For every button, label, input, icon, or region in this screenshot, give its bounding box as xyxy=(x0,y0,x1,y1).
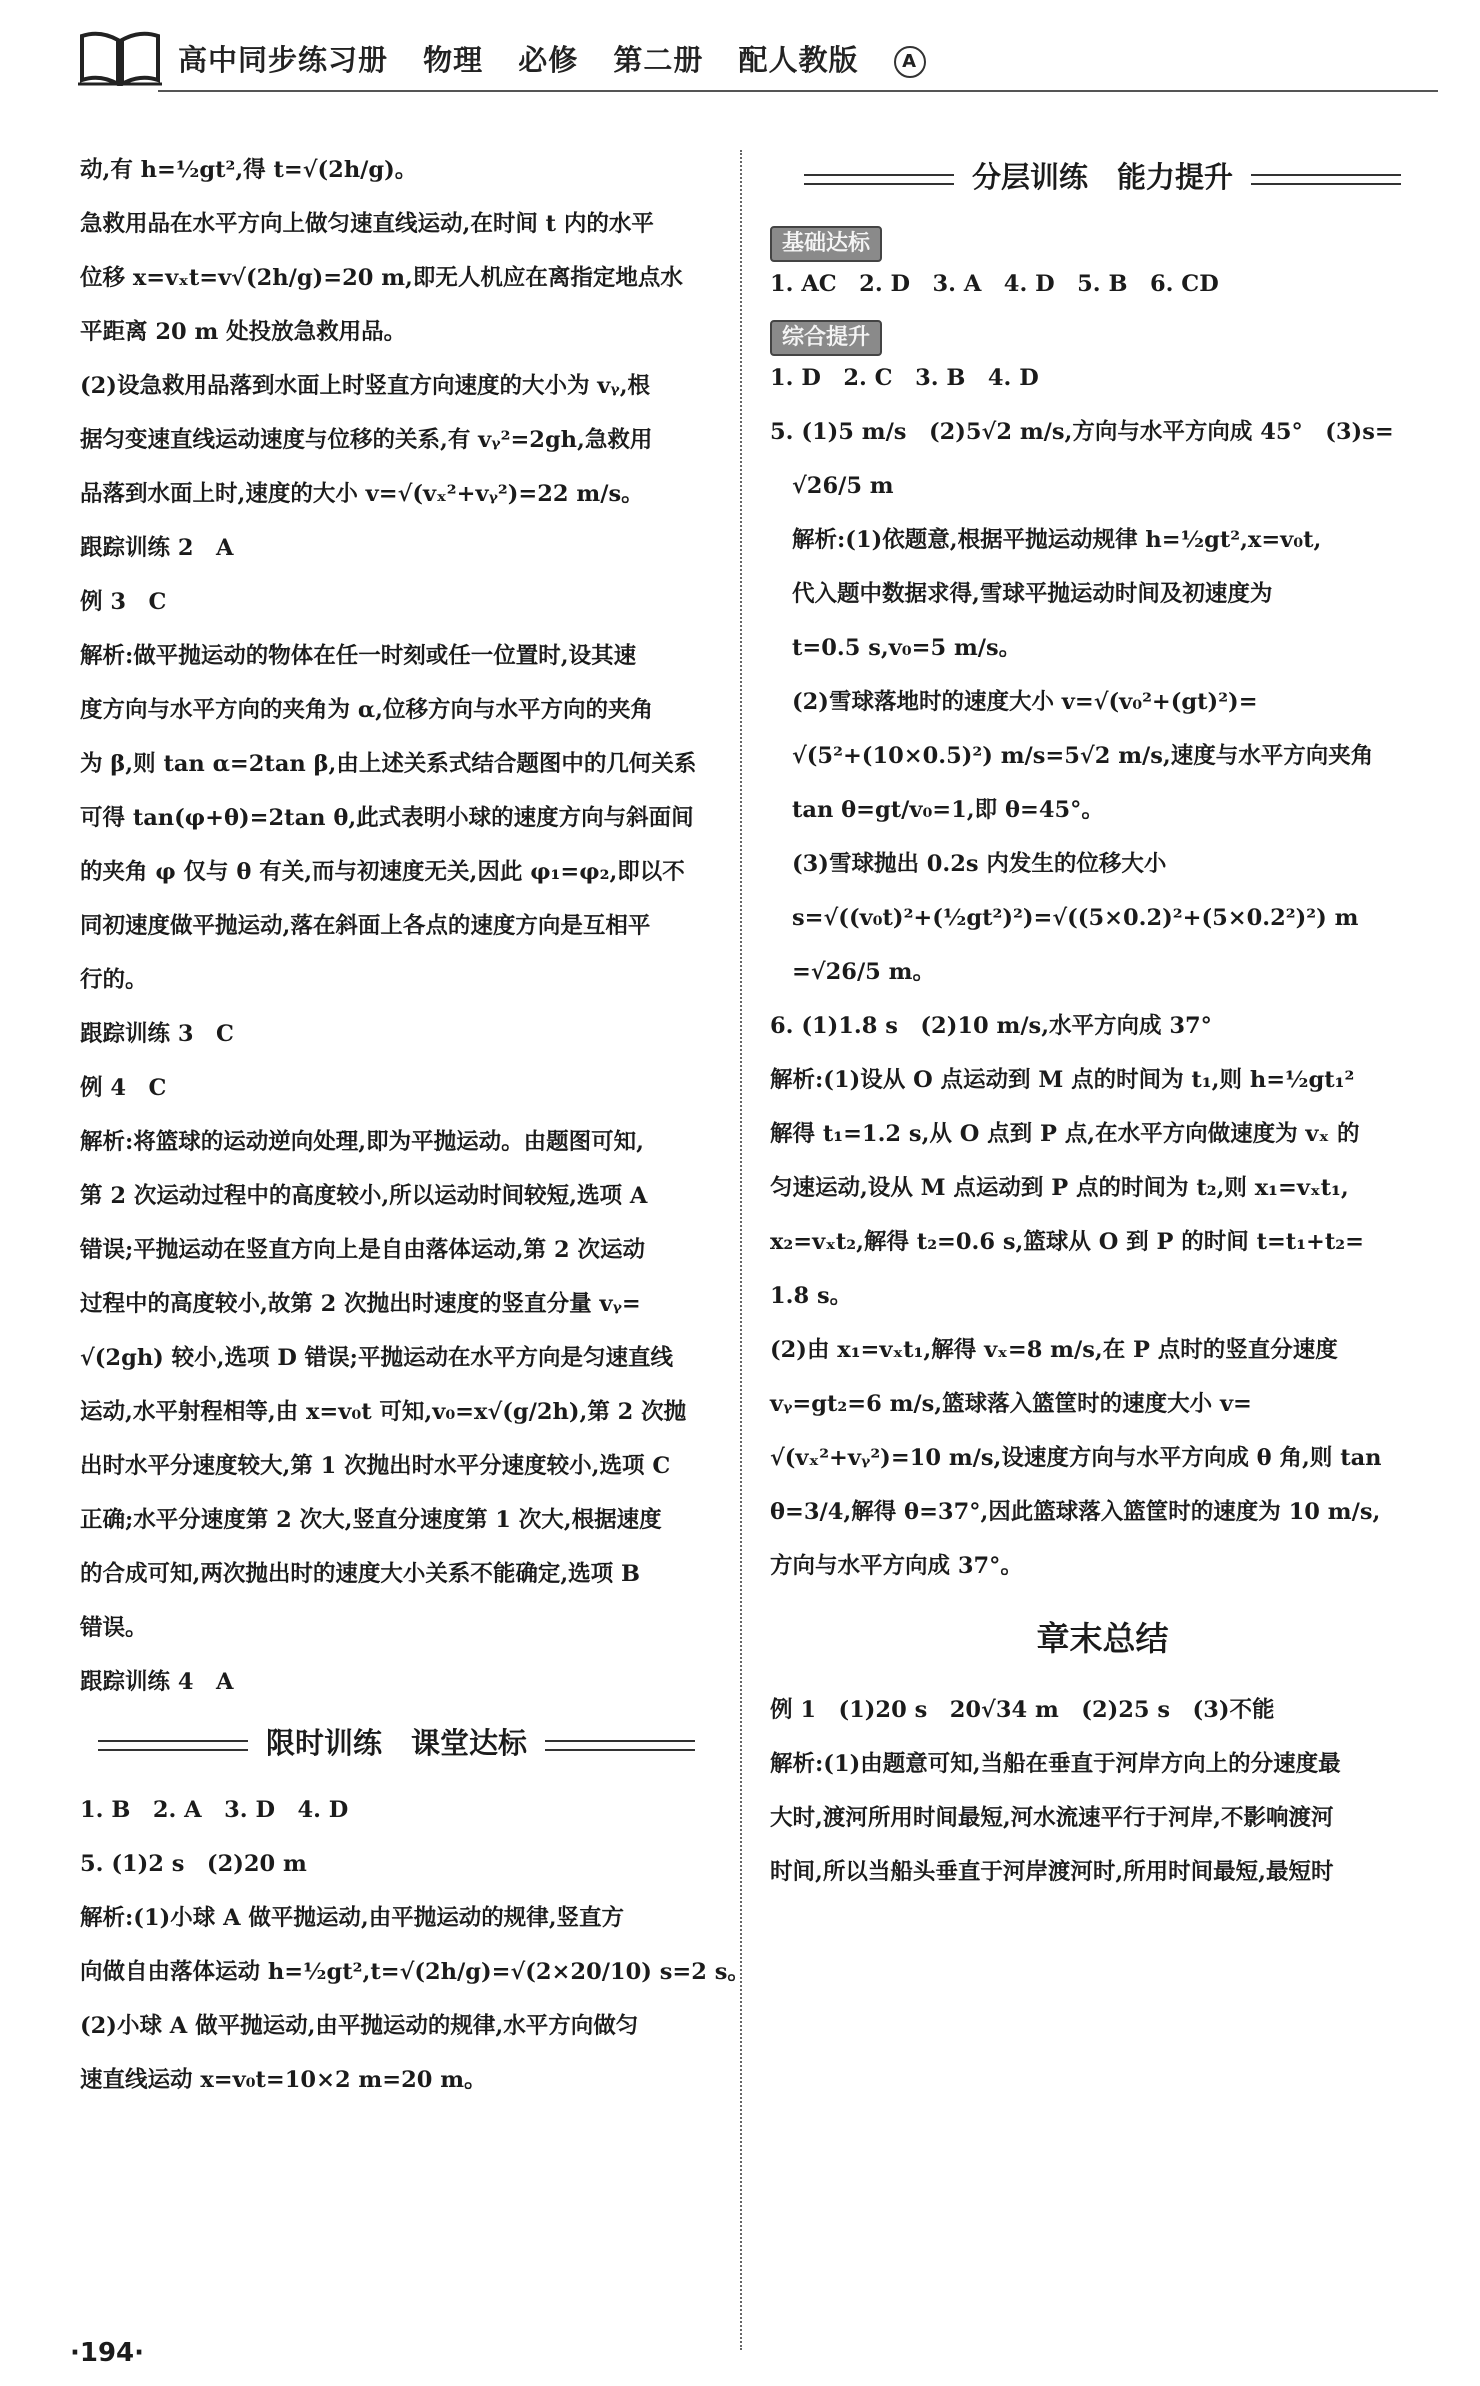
text-line: 5. (1)2 s (2)20 m xyxy=(80,1851,307,1877)
text-line: vᵧ=gt₂=6 m/s,篮球落入篮筐时的速度大小 v= xyxy=(770,1391,1252,1417)
text-line: (3)雪球抛出 0.2s 内发生的位移大小 xyxy=(792,851,1167,877)
text-line: 解析:(1)小球 A 做平抛运动,由平抛运动的规律,竖直方 xyxy=(80,1905,625,1931)
right-column xyxy=(770,152,1435,1908)
text-line: 5. (1)5 m/s (2)5√2 m/s,方向与水平方向成 45° (3)s= xyxy=(770,419,1394,445)
title-rule-right xyxy=(545,1740,695,1751)
section-title-layered-training xyxy=(770,152,1435,202)
text-line: 跟踪训练 4 A xyxy=(80,1669,234,1695)
header-series: 高中同步练习册 xyxy=(178,43,389,77)
text-line: =√26/5 m。 xyxy=(792,959,935,985)
text-line: 向做自由落体运动 h=½gt²,t=√(2h/g)=√(2×20/10) s=2 s。 xyxy=(80,1959,750,1985)
text-line: 正确;水平分速度第 2 次大,竖直分速度第 1 次大,根据速度 xyxy=(80,1507,662,1533)
text-line: 解析:(1)依题意,根据平抛运动规律 h=½gt²,x=v₀t, xyxy=(792,527,1322,553)
header-rule xyxy=(158,90,1438,92)
text-line: 出时水平分速度较大,第 1 次抛出时水平分速度较小,选项 C xyxy=(80,1453,671,1479)
text-line: √(2gh) 较小,选项 D 错误;平抛运动在水平方向是匀速直线 xyxy=(80,1345,673,1371)
text-line: 平距离 20 m 处投放急救用品。 xyxy=(80,319,407,345)
text-line: 大时,渡河所用时间最短,河水流速平行于河岸,不影响渡河 xyxy=(770,1805,1334,1831)
text-line: 品落到水面上时,速度的大小 v=√(vₓ²+vᵧ²)=22 m/s。 xyxy=(80,481,644,507)
header-course: 必修 xyxy=(518,43,579,77)
text-line: 例 1 (1)20 s 20√34 m (2)25 s (3)不能 xyxy=(770,1697,1275,1723)
page-header xyxy=(78,28,1438,98)
text-line: 解析:做平抛运动的物体在任一时刻或任一位置时,设其速 xyxy=(80,643,637,669)
column-divider xyxy=(740,150,742,2350)
page-number: ·194· xyxy=(70,2338,145,2368)
header-edition: 配人教版 xyxy=(738,43,859,77)
text-line: 位移 x=vₓt=v√(2h/g)=20 m,即无人机应在离指定地点水 xyxy=(80,265,683,291)
text-line: 1.8 s。 xyxy=(770,1283,853,1309)
text-line: 为 β,则 tan α=2tan β,由上述关系式结合题图中的几何关系 xyxy=(80,751,697,777)
answer-line: 1. AC 2. D 3. A 4. D 5. B 6. CD xyxy=(770,271,1219,297)
header-volume: 第二册 xyxy=(613,43,704,77)
text-line: 时间,所以当船头垂直于河岸渡河时,所用时间最短,最短时 xyxy=(770,1859,1334,1885)
text-line: 解得 t₁=1.2 s,从 O 点到 P 点,在水平方向做速度为 vₓ 的 xyxy=(770,1121,1360,1147)
text-line: (2)由 x₁=vₓt₁,解得 vₓ=8 m/s,在 P 点时的竖直分速度 xyxy=(770,1337,1338,1363)
text-line: 速直线运动 x=v₀t=10×2 m=20 m。 xyxy=(80,2067,487,2093)
header-subject: 物理 xyxy=(423,43,484,77)
text-line: 例 4 C xyxy=(80,1075,167,1101)
text-line: 解析:将篮球的运动逆向处理,即为平抛运动。由题图可知, xyxy=(80,1129,644,1155)
text-line: 第 2 次运动过程中的高度较小,所以运动时间较短,选项 A xyxy=(80,1183,648,1209)
section-title-text: 限时训练 课堂达标 xyxy=(266,1726,528,1760)
title-rule-left xyxy=(804,174,954,185)
text-line: √(5²+(10×0.5)²) m/s=5√2 m/s,速度与水平方向夹角 xyxy=(792,743,1374,769)
text-line: 运动,水平射程相等,由 x=v₀t 可知,v₀=x√(g/2h),第 2 次抛 xyxy=(80,1399,687,1425)
text-line: 跟踪训练 3 C xyxy=(80,1021,234,1047)
text-line: (2)雪球落地时的速度大小 v=√(v₀²+(gt)²)= xyxy=(792,689,1258,715)
text-line: 的合成可知,两次抛出时的速度大小关系不能确定,选项 B xyxy=(80,1561,641,1587)
left-column xyxy=(80,152,750,2116)
text-line: 过程中的高度较小,故第 2 次抛出时速度的竖直分量 vᵧ= xyxy=(80,1291,641,1317)
title-rule-right xyxy=(1251,174,1401,185)
text-line: 例 3 C xyxy=(80,589,167,615)
tag-basic: 基础达标 xyxy=(770,226,882,262)
text-line: (2)设急救用品落到水面上时竖直方向速度的大小为 vᵧ,根 xyxy=(80,373,651,399)
text-line: 可得 tan(φ+θ)=2tan θ,此式表明小球的速度方向与斜面间 xyxy=(80,805,694,831)
text-line: 1. D 2. C 3. B 4. D xyxy=(770,365,1039,391)
text-line: 代入题中数据求得,雪球平抛运动时间及初速度为 xyxy=(792,581,1273,607)
header-title xyxy=(178,38,950,79)
text-line: 1. B 2. A 3. D 4. D xyxy=(80,1797,349,1823)
text-line: s=√((v₀t)²+(½gt²)²)=√((5×0.2)²+(5×0.2²)²) m xyxy=(792,905,1359,931)
text-line: x₂=vₓt₂,解得 t₂=0.6 s,篮球从 O 到 P 的时间 t=t₁+t₂= xyxy=(770,1229,1365,1255)
text-line: 错误。 xyxy=(80,1615,148,1641)
text-line: 6. (1)1.8 s (2)10 m/s,水平方向成 37° xyxy=(770,1013,1212,1039)
section-title-timed-training xyxy=(80,1718,710,1768)
text-line: 解析:(1)设从 O 点运动到 M 点的时间为 t₁,则 h=½gt₁² xyxy=(770,1067,1355,1093)
text-line: 跟踪训练 2 A xyxy=(80,535,234,561)
text-line: 方向与水平方向成 37°。 xyxy=(770,1553,1023,1579)
text-line: 急救用品在水平方向上做匀速直线运动,在时间 t 内的水平 xyxy=(80,211,654,237)
tag-comprehensive: 综合提升 xyxy=(770,320,882,356)
text-line: θ=3/4,解得 θ=37°,因此篮球落入篮筐时的速度为 10 m/s, xyxy=(770,1499,1381,1525)
text-line: √26/5 m xyxy=(792,473,894,499)
text-line: (2)小球 A 做平抛运动,由平抛运动的规律,水平方向做匀 xyxy=(80,2013,639,2039)
text-line: 行的。 xyxy=(80,967,148,993)
text-line: √(vₓ²+vᵧ²)=10 m/s,设速度方向与水平方向成 θ 角,则 tan xyxy=(770,1445,1382,1471)
text-line: 的夹角 φ 仅与 θ 有关,而与初速度无关,因此 φ₁=φ₂,即以不 xyxy=(80,859,685,885)
title-rule-left xyxy=(98,1740,248,1751)
chapter-summary-title: 章末总结 xyxy=(1036,1619,1169,1658)
text-line: 同初速度做平抛运动,落在斜面上各点的速度方向是互相平 xyxy=(80,913,651,939)
text-line: 据匀变速直线运动速度与位移的关系,有 vᵧ²=2gh,急救用 xyxy=(80,427,653,453)
text-line: t=0.5 s,v₀=5 m/s。 xyxy=(792,635,1022,661)
text-line: tan θ=gt/v₀=1,即 θ=45°。 xyxy=(792,797,1104,823)
section-title-text: 分层训练 能力提升 xyxy=(971,160,1233,194)
text-line: 匀速运动,设从 M 点运动到 P 点的时间为 t₂,则 x₁=vₓt₁, xyxy=(770,1175,1349,1201)
text-line: 解析:(1)由题意可知,当船在垂直于河岸方向上的分速度最 xyxy=(770,1751,1341,1777)
text-line: 度方向与水平方向的夹角为 α,位移方向与水平方向的夹角 xyxy=(80,697,653,723)
open-book-icon xyxy=(78,28,162,86)
text-line: 错误;平抛运动在竖直方向上是自由落体运动,第 2 次运动 xyxy=(80,1237,645,1263)
text-line: 动,有 h=½gt²,得 t=√(2h/g)。 xyxy=(80,157,418,183)
edition-badge: A xyxy=(894,46,926,78)
